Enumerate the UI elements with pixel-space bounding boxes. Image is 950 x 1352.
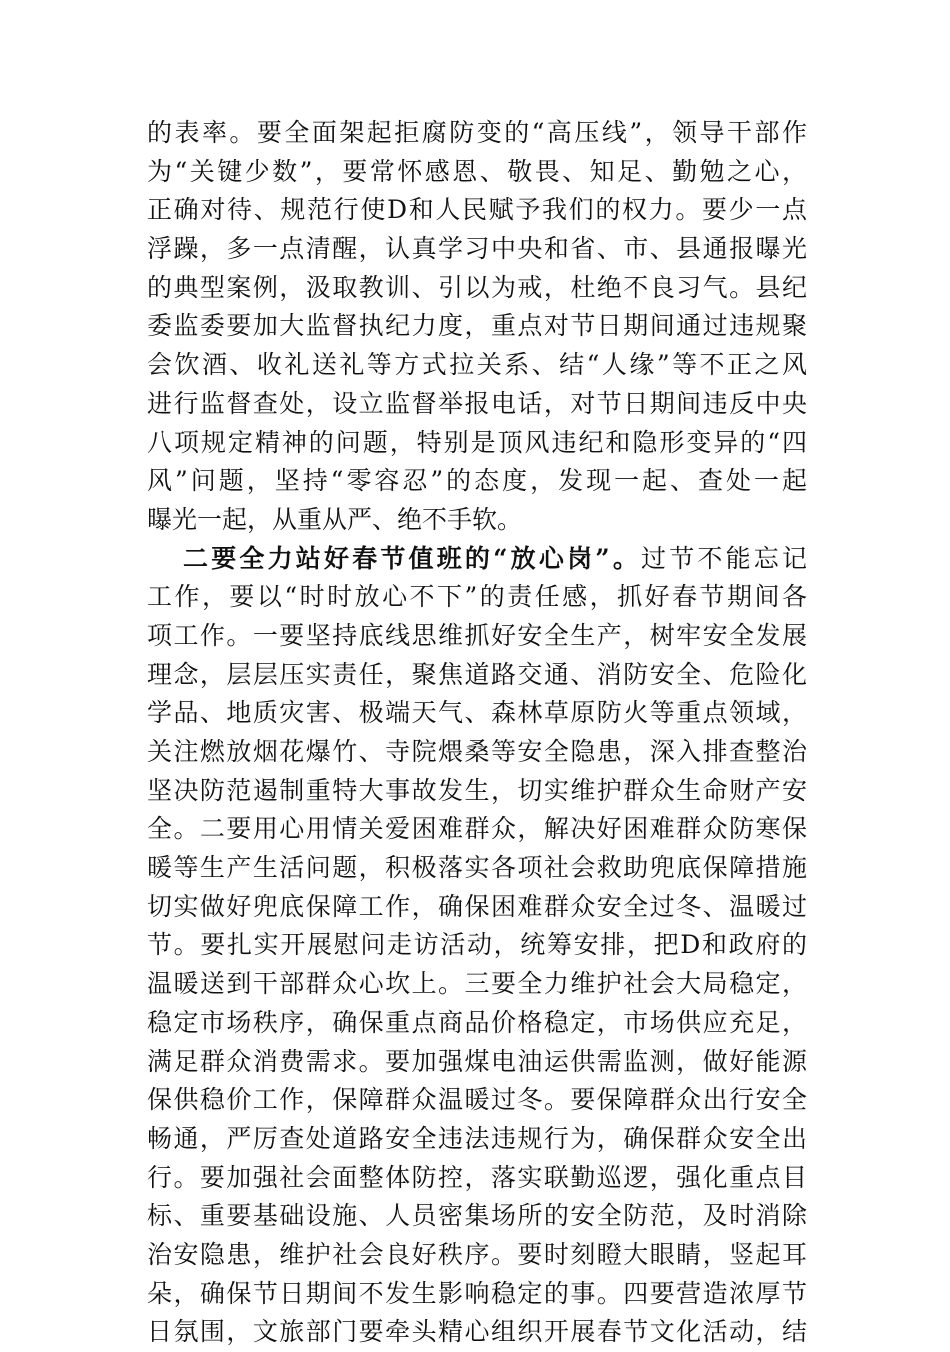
text-line: 进行监督查处，设立监督举报电话，对节日期间违反中央 — [147, 388, 807, 418]
text-line: 暖等生产生活问题，积极落实各项社会救助兜底保障措施 — [147, 853, 807, 883]
text-line: 工作，要以“时时放心不下”的责任感，抓好春节期间各 — [147, 582, 807, 612]
text-line: 风”问题，坚持“零容忍”的态度，发现一起、查处一起 — [147, 466, 807, 496]
text-line: 坚决防范遏制重特大事故发生，切实维护群众生命财产安 — [147, 775, 807, 805]
text-line: 稳定市场秩序，确保重点商品价格稳定，市场供应充足， — [147, 1007, 807, 1037]
text-line: 畅通，严厉查处道路安全违法违规行为，确保群众安全出 — [147, 1123, 807, 1153]
text-line: 满足群众消费需求。要加强煤电油运供需监测，做好能源 — [147, 1046, 807, 1076]
text-line: 的表率。要全面架起拒腐防变的“高压线”，领导干部作 — [147, 118, 807, 147]
text-line: 标、重要基础设施、人员密集场所的安全防范，及时消除 — [147, 1201, 807, 1231]
text-line: 朵，确保节日期间不发生影响稳定的事。四要营造浓厚节 — [147, 1278, 807, 1308]
paragraph-1 — [147, 114, 807, 540]
section-heading: 二要全力站好春节值班的“放心岗”。 — [183, 543, 642, 573]
text-line: 的典型案例，汲取教训、引以为戒，杜绝不良习气。县纪 — [147, 272, 807, 302]
text-line: 全。二要用心用情关爱困难群众，解决好困难群众防寒保 — [147, 814, 807, 844]
text-line: 浮躁，多一点清醒，认真学习中央和省、市、县通报曝光 — [147, 234, 807, 264]
text-line: 学品、地质灾害、极端天气、森林草原防火等重点领域， — [147, 698, 807, 728]
text-line: 治安隐患，维护社会良好秩序。要时刻瞪大眼睛，竖起耳 — [147, 1239, 807, 1269]
text-line: 关注燃放烟花爆竹、寺院煨桑等安全隐患，深入排查整治 — [147, 737, 807, 766]
text-line: 正确对待、规范行使D和人民赋予我们的权力。要少一点 — [147, 195, 807, 225]
text-line: 节。要扎实开展慰问走访活动，统筹安排，把D和政府的 — [147, 930, 807, 960]
body-text — [147, 114, 807, 1352]
text-line: 曝光一起，从重从严、绝不手软。 — [147, 504, 523, 534]
text-line: 委监委要加大监督执纪力度，重点对节日期间通过违规聚 — [147, 311, 807, 341]
text-line: 切实做好兜底保障工作，确保困难群众安全过冬、温暖过 — [147, 891, 807, 921]
text-line: 保供稳价工作，保障群众温暖过冬。要保障群众出行安全 — [147, 1085, 807, 1115]
text-line: 项工作。一要坚持底线思维抓好安全生产，树牢安全发展 — [147, 620, 807, 650]
text-line: 会饮酒、收礼送礼等方式拉关系、结“人缘”等不正之风 — [147, 350, 807, 380]
text-line — [147, 540, 807, 579]
text-line: 理念，层层压实责任，聚焦道路交通、消防安全、危险化 — [147, 659, 807, 689]
text-line: 日氛围，文旅部门要牵头精心组织开展春节文化活动，结 — [147, 1317, 807, 1347]
heading-continuation: 过节不能忘记 — [641, 543, 807, 573]
text-line: 为“关键少数”，要常怀感恩、敬畏、知足、勤勉之心， — [147, 156, 807, 186]
paragraph-2 — [147, 540, 807, 1352]
text-line: 八项规定精神的问题，特别是顶风违纪和隐形变异的“四 — [147, 427, 807, 457]
text-line: 温暖送到干部群众心坎上。三要全力维护社会大局稳定， — [147, 969, 807, 999]
text-line: 行。要加强社会面整体防控，落实联勤巡逻，强化重点目 — [147, 1162, 807, 1192]
